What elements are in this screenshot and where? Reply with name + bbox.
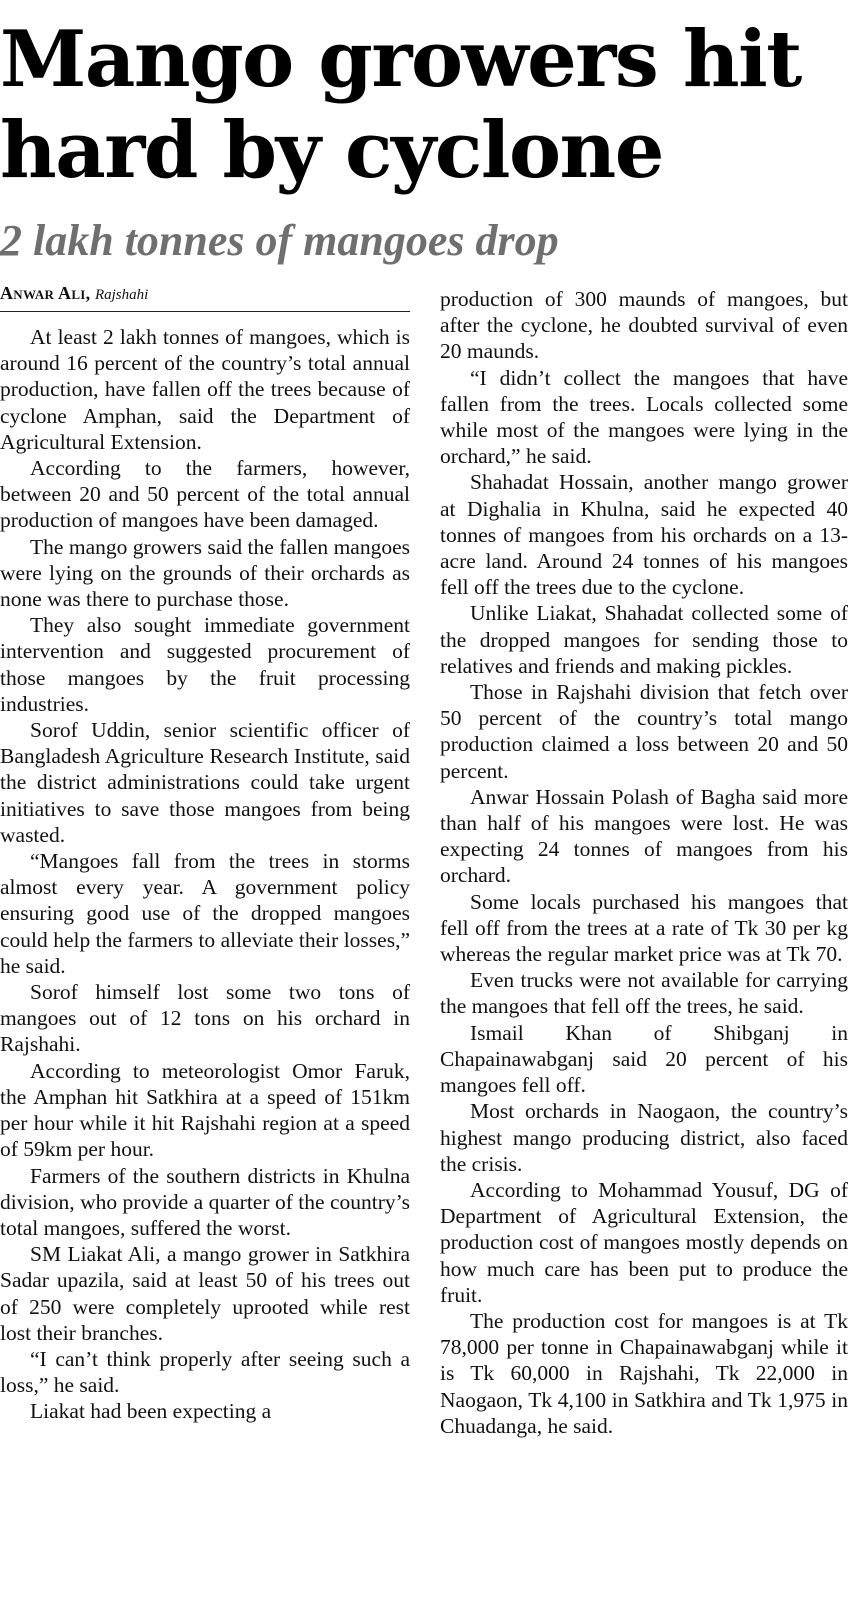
paragraph: Those in Rajshahi division that fetch over 50 percent of the country’s total mango production claimed a loss between 20 and 50 percent. xyxy=(440,680,848,783)
paragraph: According to the farmers, however, between 20 and 50 percent of the total annual production of mangoes have been damaged. xyxy=(0,456,410,533)
paragraph: Anwar Hossain Polash of Bagha said more than half of his mangoes were lost. He was expecting 24 tonnes of mangoes from his orchard. xyxy=(440,784,848,888)
article-column-left xyxy=(0,324,410,1425)
paragraph: Farmers of the southern districts in Khulna division, who provide a quarter of the country’s total mangoes, suffered the worst. xyxy=(0,1163,410,1240)
paragraph: According to Mohammad Yousuf, DG of Department of Agricultural Extension, the production cost of mangoes mostly depends on how much care has been put to produce the fruit. xyxy=(440,1177,848,1307)
article-column-right xyxy=(440,286,848,1439)
paragraph: At least 2 lakh tonnes of mangoes, which is around 16 percent of the country’s total annual production, have fallen off the trees because of cyclone Amphan, said the Department of Agricultural Extension. xyxy=(0,325,410,454)
byline xyxy=(0,280,410,306)
paragraph: Sorof Uddin, senior scientific officer of Bangladesh Agriculture Research Institute, said the district administrations could take urgent initiatives to save those mangoes from being wasted. xyxy=(0,718,410,847)
byline-location: Rajshahi xyxy=(94,287,149,303)
headline: Mango growers hit hard by cyclone xyxy=(0,14,801,196)
paragraph: Most orchards in Naogaon, the country’s highest mango producing district, also faced the crisis. xyxy=(440,1099,848,1176)
paragraph: “I didn’t collect the mangoes that have fallen from the trees. Locals collected some while most of the mangoes were lying in the orchard,” he said. xyxy=(440,365,848,469)
paragraph: According to meteorologist Omor Faruk, the Amphan hit Satkhira at a speed of 151km per hour while it hit Rajshahi region at a speed of 59km per hour. xyxy=(0,1058,410,1162)
paragraph: The mango growers said the fallen mangoes were lying on the grounds of their orchards as none was there to purchase those. xyxy=(0,534,410,612)
paragraph: “Mangoes fall from the trees in storms almost every year. A government policy ensuring good use of the dropped mangoes could help the farmers to alleviate their losses,” he said. xyxy=(0,849,410,978)
subheadline: 2 lakh tonnes of mangoes drop xyxy=(0,216,559,265)
paragraph: Ismail Khan of Shibganj in Chapainawabganj said 20 percent of his mangoes fell off. xyxy=(440,1020,848,1098)
paragraph: SM Liakat Ali, a mango grower in Satkhira Sadar upazila, said at least 50 of his trees out of 250 were completely uprooted while rest lost their branches. xyxy=(0,1242,410,1345)
paragraph: Even trucks were not available for carrying the mangoes that fell off the trees, he said. xyxy=(440,968,848,1019)
paragraph: Some locals purchased his mangoes that fell off from the trees at a rate of Tk 30 per kg whereas the regular market price was at Tk 70. xyxy=(440,889,848,967)
byline-author: Anwar Ali, xyxy=(0,283,91,303)
paragraph: The production cost for mangoes is at Tk 78,000 per tonne in Chapainawabganj while it is Tk 60,000 in Rajshahi, Tk 22,000 in Naogaon, Tk 4,100 in Satkhira and Tk 1,975 in Chuadanga, he said. xyxy=(440,1308,848,1438)
paragraph: Liakat had been expecting a xyxy=(30,1399,272,1424)
byline-divider xyxy=(0,311,410,312)
paragraph: “I can’t think properly after seeing such a loss,” he said. xyxy=(0,1346,410,1398)
paragraph: Sorof himself lost some two tons of mangoes out of 12 tons on his orchard in Rajshahi. xyxy=(0,980,410,1057)
paragraph: They also sought immediate government intervention and suggested procurement of those mangoes by the fruit processing industries. xyxy=(0,613,410,716)
paragraph: Unlike Liakat, Shahadat collected some of the dropped mangoes for sending those to relatives and friends and making pickles. xyxy=(440,601,848,678)
paragraph: Shahadat Hossain, another mango grower at Dighalia in Khulna, said he expected 40 tonnes of mangoes from his orchards on a 13-acre land. Around 24 tonnes of his mangoes fell off the trees due to the cyclone. xyxy=(440,470,848,600)
paragraph: production of 300 maunds of mangoes, but after the cyclone, he doubted survival of even 20 maunds. xyxy=(440,287,848,364)
